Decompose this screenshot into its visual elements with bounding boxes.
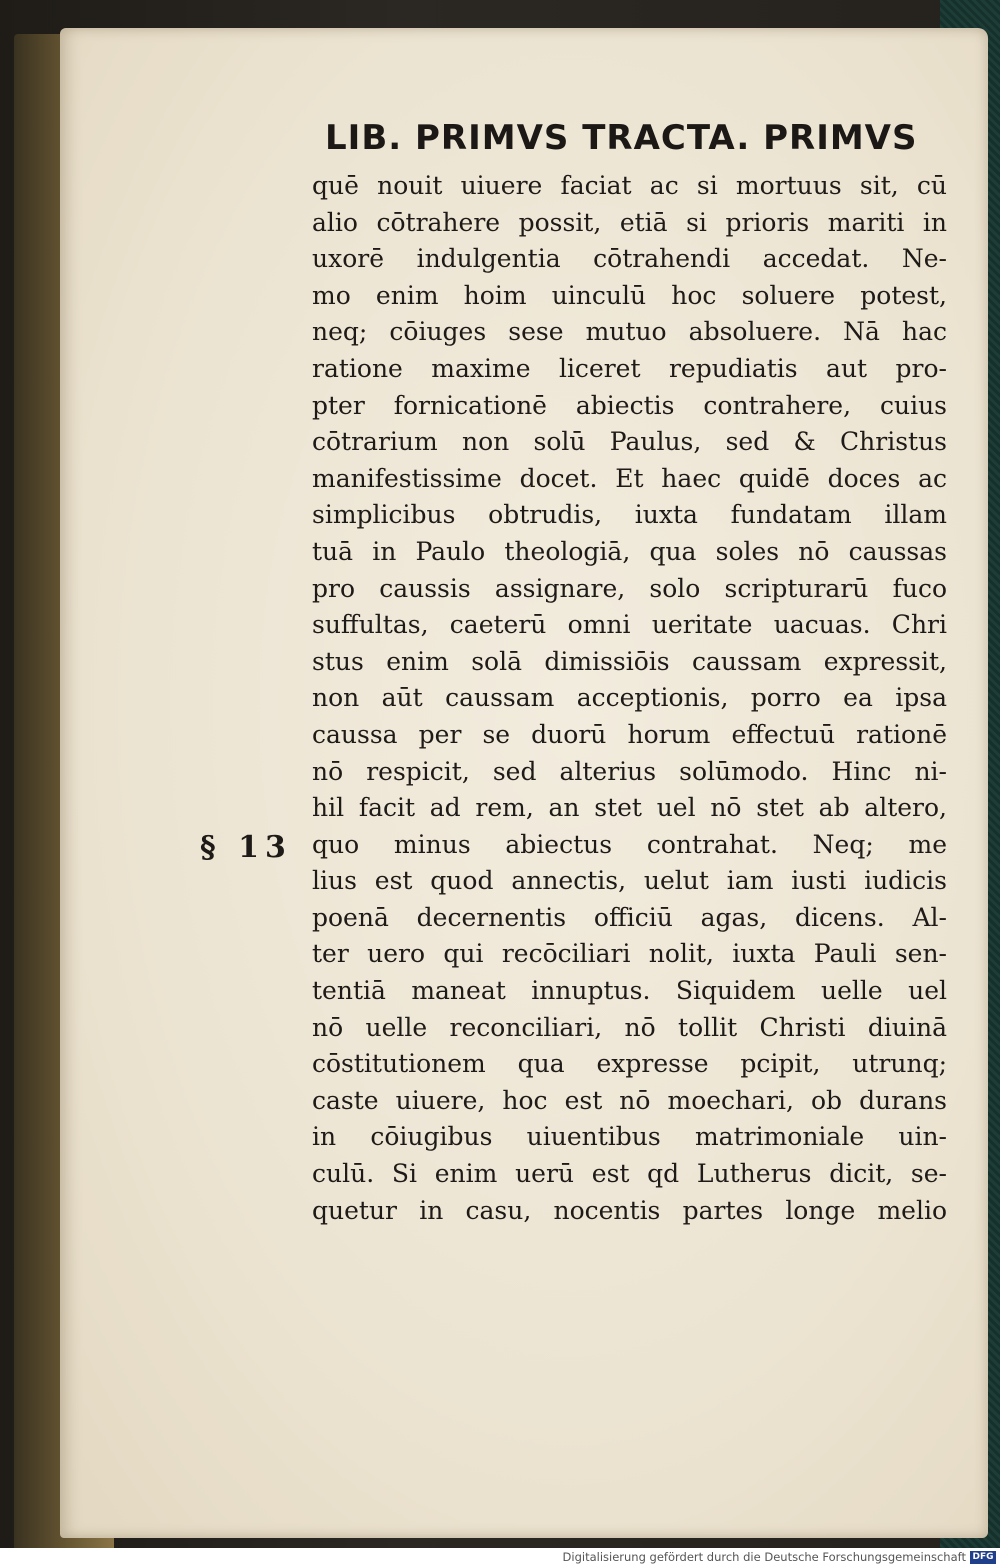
- text-line: non aūt caussam acceptionis, porro ea ipsa: [312, 683, 947, 713]
- text-line: nō respicit, sed alterius solūmodo. Hinc ni-: [312, 756, 947, 786]
- text-line: stus enim solā dimissiōis caussam expressit,: [312, 646, 947, 676]
- text-line: cōstitutionem qua expresse pcipit, utrunq;: [312, 1049, 947, 1079]
- funding-credit: Digitalisierung gefördert durch die Deutsche Forschungsgemeinschaft: [562, 1550, 966, 1564]
- text-line: ratione maxime liceret repudiatis aut pro-: [312, 353, 947, 383]
- text-line: quetur in casu, nocentis partes longe melio: [312, 1195, 947, 1225]
- text-line: uxorē indulgentia cōtrahendi accedat. Ne-: [312, 244, 947, 274]
- margin-section-mark: § 13: [200, 830, 292, 865]
- text-line: pro caussis assignare, solo scripturarū fuco: [312, 573, 947, 603]
- running-title: LIB. PRIMVS TRACTA. PRIMVS: [325, 118, 918, 158]
- text-line: mo enim hoim uinculū hoc soluere potest,: [312, 280, 947, 310]
- text-line: neq; cōiuges sese mutuo absoluere. Nā hac: [312, 317, 947, 347]
- text-line: poenā decernentis officiū agas, dicens. Al-: [312, 902, 947, 932]
- text-line: suffultas, caeterū omni ueritate uacuas. Chri: [312, 610, 947, 640]
- text-line: quē nouit uiuere faciat ac si mortuus sit, cū: [312, 171, 947, 200]
- text-line: hil facit ad rem, an stet uel nō stet ab altero,: [312, 793, 947, 823]
- text-line: alio cōtrahere possit, etiā si prioris mariti in: [312, 207, 947, 237]
- text-line: caste uiuere, hoc est nō moechari, ob durans: [312, 1085, 947, 1115]
- text-line: cōtrarium non solū Paulus, sed & Christus: [312, 427, 947, 457]
- text-line: simplicibus obtrudis, iuxta fundatam illam: [312, 500, 947, 530]
- text-line: lius est quod annectis, uelut iam iusti iudicis: [312, 866, 947, 896]
- digitization-footer: [0, 1548, 1000, 1568]
- text-line: in cōiugibus uiuentibus matrimoniale uin-: [312, 1122, 947, 1152]
- dfg-logo: DFG: [970, 1551, 996, 1564]
- text-line: nō uelle reconciliari, nō tollit Christi diuinā: [312, 1012, 947, 1042]
- text-line: tentiā maneat innuptus. Siquidem uelle uel: [312, 976, 947, 1006]
- text-line: culū. Si enim uerū est qd Lutherus dicit, se-: [312, 1159, 947, 1189]
- text-line: manifestissime docet. Et haec quidē doces ac: [312, 463, 947, 493]
- text-line: caussa per se duorū horum effectuū rationē: [312, 719, 947, 749]
- text-line: pter fornicationē abiectis contrahere, cuius: [312, 390, 947, 420]
- text-line: ter uero qui recōciliari nolit, iuxta Pauli sen-: [312, 939, 947, 969]
- text-line: tuā in Paulo theologiā, qua soles nō caussas: [312, 536, 947, 566]
- text-line: quo minus abiectus contrahat. Neq; me: [312, 829, 947, 859]
- body-text: [312, 168, 947, 1229]
